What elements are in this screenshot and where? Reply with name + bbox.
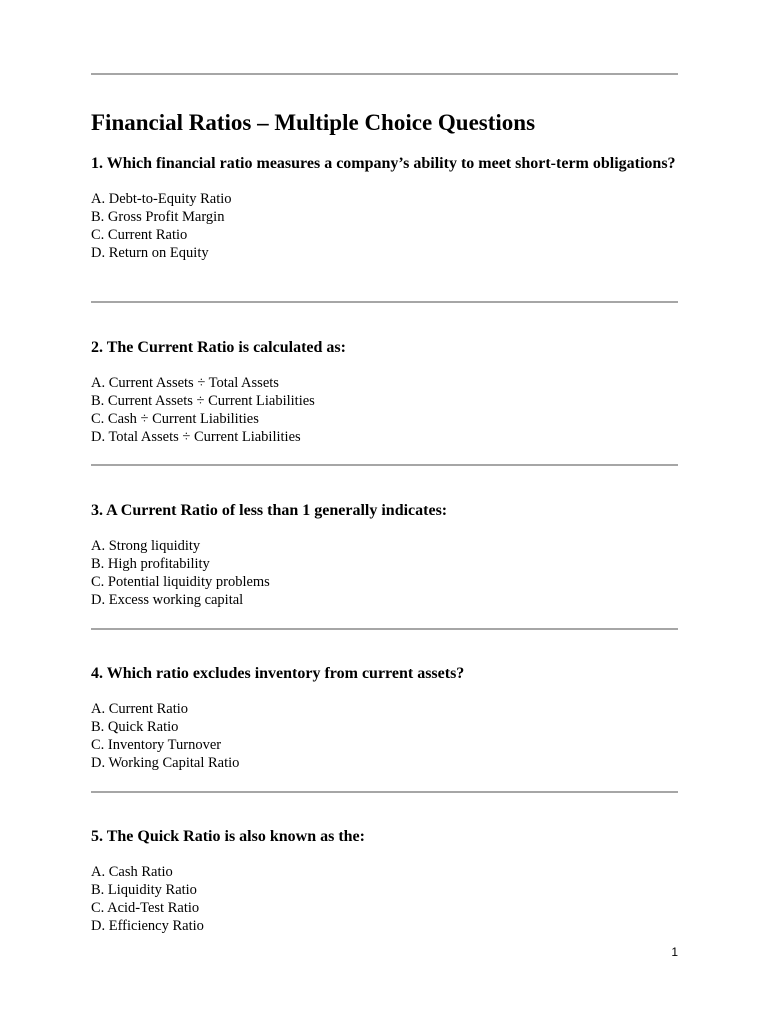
option-c: C. Inventory Turnover	[91, 737, 222, 753]
question-1	[91, 154, 681, 262]
answer-options	[91, 374, 681, 446]
option-d: D. Working Capital Ratio	[91, 755, 240, 771]
option-b: B. Liquidity Ratio	[91, 882, 197, 898]
question-4	[91, 664, 681, 772]
horizontal-rule	[91, 73, 678, 75]
option-c: C. Potential liquidity problems	[91, 574, 270, 590]
option-c: C. Cash ÷ Current Liabilities	[91, 411, 259, 427]
answer-options	[91, 700, 681, 772]
question-text: 2. The Current Ratio is calculated as:	[91, 339, 346, 356]
option-b: B. High profitability	[91, 556, 210, 572]
answer-options	[91, 190, 681, 262]
option-d: D. Total Assets ÷ Current Liabilities	[91, 429, 301, 445]
document-title: Financial Ratios – Multiple Choice Questions	[91, 110, 536, 135]
answer-options	[91, 537, 681, 609]
horizontal-rule	[91, 791, 678, 793]
option-a: A. Cash Ratio	[91, 864, 173, 880]
option-a: A. Current Ratio	[91, 701, 189, 717]
option-c: C. Acid-Test Ratio	[91, 900, 200, 916]
question-text: 4. Which ratio excludes inventory from current assets?	[91, 665, 465, 682]
option-d: D. Return on Equity	[91, 245, 209, 261]
question-5	[91, 827, 681, 935]
horizontal-rule	[91, 464, 678, 466]
option-a: A. Current Assets ÷ Total Assets	[91, 375, 279, 391]
question-3	[91, 501, 681, 609]
option-a: A. Strong liquidity	[91, 538, 201, 554]
question-2	[91, 338, 681, 446]
option-d: D. Efficiency Ratio	[91, 918, 204, 934]
option-d: D. Excess working capital	[91, 592, 244, 608]
horizontal-rule	[91, 628, 678, 630]
horizontal-rule	[91, 301, 678, 303]
option-b: B. Quick Ratio	[91, 719, 179, 735]
question-text: 5. The Quick Ratio is also known as the:	[91, 828, 365, 845]
option-b: B. Current Assets ÷ Current Liabilities	[91, 393, 315, 409]
page-number: 1	[671, 945, 678, 959]
option-a: A. Debt-to-Equity Ratio	[91, 191, 232, 207]
option-b: B. Gross Profit Margin	[91, 209, 225, 225]
answer-options	[91, 863, 681, 935]
question-text: 3. A Current Ratio of less than 1 generally indicates:	[91, 502, 448, 519]
option-c: C. Current Ratio	[91, 227, 188, 243]
question-text: 1. Which financial ratio measures a company’s ability to meet short-term obligations?	[91, 155, 676, 172]
